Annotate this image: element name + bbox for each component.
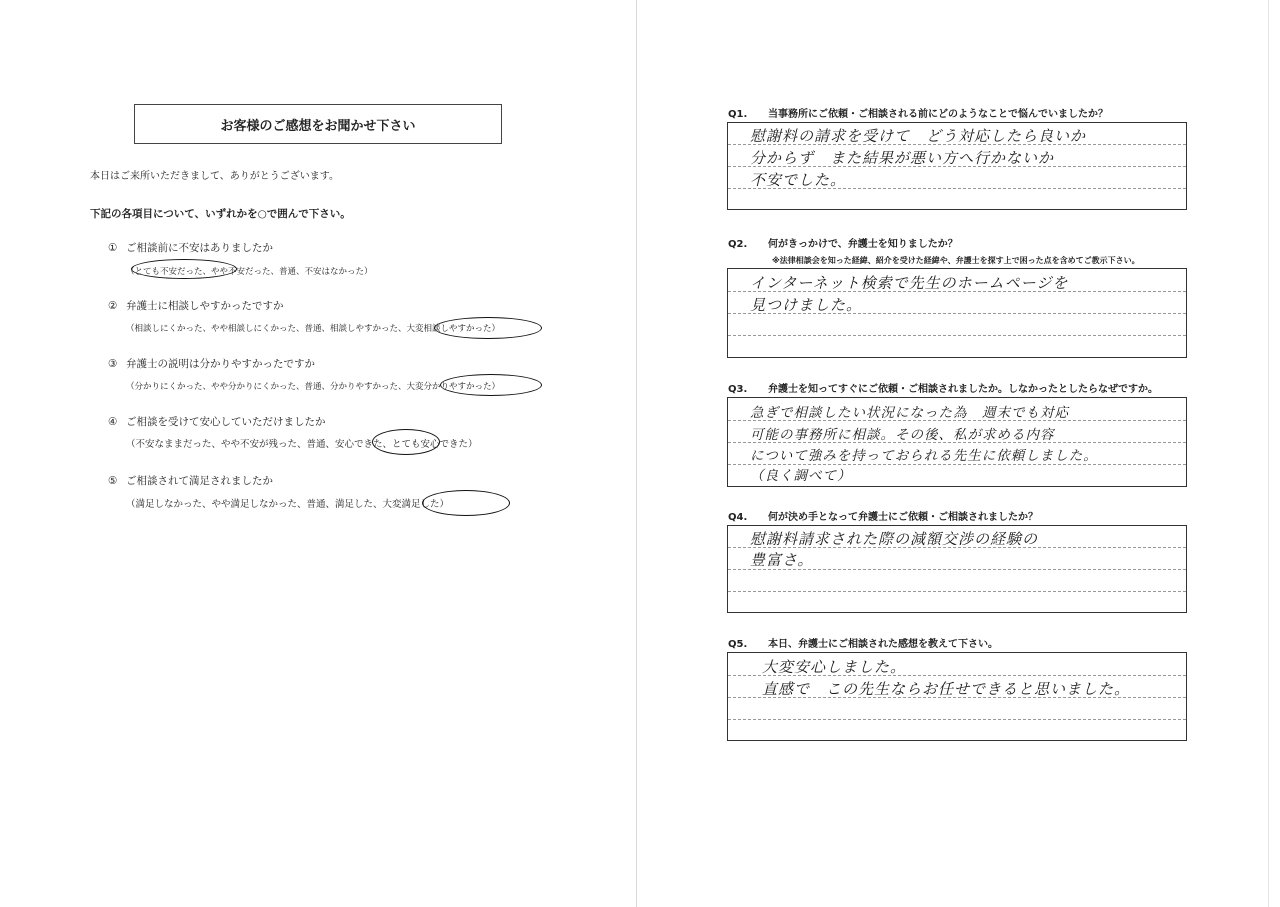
handwritten-answer: 見つけました。 [750,296,863,314]
handwritten-answer: 慰謝料請求された際の減額交渉の経験の [750,530,1039,548]
handwritten-answer: インターネット検索で先生のホームページを [750,274,1069,292]
handwritten-answer: 急ぎで相談したい状況になった為 週末でも対応 [750,405,1069,421]
question-number: ③ [108,358,118,370]
question-2 [108,298,284,313]
answer-circle-4 [372,429,440,455]
options-2: （相談しにくかった、やや相談しにくかった、普通、相談しやすかった、大変相談しやすかった） [126,324,501,334]
question-text: ご相談されて満足されましたか [126,475,273,487]
options-5: （満足しなかった、やや満足しなかった、普通、満足した、大変満足した） [126,499,450,510]
question-text: 弁護士に相談しやすかったですか [126,300,284,312]
right-question-1: Q1. 当事務所にご依頼・ご相談される前にどのようなことで悩んでいましたか？ [728,109,1108,120]
answer-circle-1 [131,259,237,279]
question-3 [108,356,315,371]
question-5 [108,473,273,488]
handwritten-answer: （良く調べて） [750,468,852,484]
handwritten-answer: 不安でした。 [750,171,847,189]
question-2-note: ※法律相談会を知った経緯、紹介を受けた経緯や、弁護士を探す上で困った点を含めてご教示下さい。 [772,256,1140,265]
handwritten-answer: 慰謝料の請求を受けて どう対応したら良いか [750,127,1087,145]
answer-box-4 [727,525,1187,613]
right-question-2: Q2. 何がきっかけで、弁護士を知りましたか？ [728,239,958,250]
handwritten-answer: について強みを持っておられる先生に依頼しました。 [750,448,1098,464]
answer-box-1 [727,122,1187,210]
question-text: 弁護士の説明は分かりやすかったですか [126,358,315,370]
answer-box-3 [727,397,1187,487]
question-4 [108,414,326,429]
answer-box-5 [727,652,1187,741]
handwritten-answer: 大変安心しました。 [762,658,907,676]
question-number: ① [108,242,118,254]
page-fold [636,0,637,907]
answer-circle-5 [422,490,510,516]
question-text: ご相談前に不安はありましたか [126,242,273,254]
answer-circle-3 [440,374,542,396]
handwritten-answer: 豊富さ。 [750,551,814,569]
handwritten-answer: 可能の事務所に相談。その後、私が求める内容 [750,427,1055,443]
page-edge [1268,0,1269,907]
question-number: ⑤ [108,475,118,487]
right-question-5: Q5. 本日、弁護士にご相談された感想を教えて下さい。 [728,639,998,650]
options-1: （とても不安だった、やや不安だった、普通、不安はなかった） [126,267,373,277]
question-text: ご相談を受けて安心していただけましたか [126,416,326,428]
options-4: （不安なままだった、やや不安が残った、普通、安心できた、とても安心できた） [126,439,478,450]
answer-circle-2 [434,317,542,339]
handwritten-answer: 直感で この先生ならお任せできると思いました。 [762,680,1131,698]
handwritten-answer: 分からず また結果が悪い方へ行かないか [750,149,1055,167]
instruction-text: 下記の各項目について、いずれかを○で囲んで下さい。 [90,208,351,220]
question-number: ④ [108,416,118,428]
right-question-3: Q3. 弁護士を知ってすぐにご依頼・ご相談されましたか。しなかったとしたらなぜですか。 [728,384,1158,395]
options-3: （分かりにくかった、やや分かりにくかった、普通、分かりやすかった、大変分かりやすかった） [126,382,501,392]
question-1 [108,240,273,255]
answer-box-2 [727,268,1187,358]
question-number: ② [108,300,118,312]
intro-text: 本日はご来所いただきまして、ありがとうございます。 [90,171,339,182]
survey-title: お客様のご感想をお聞かせ下さい [134,104,502,144]
right-question-4: Q4. 何が決め手となって弁護士にご依頼・ご相談されましたか？ [728,512,1038,523]
